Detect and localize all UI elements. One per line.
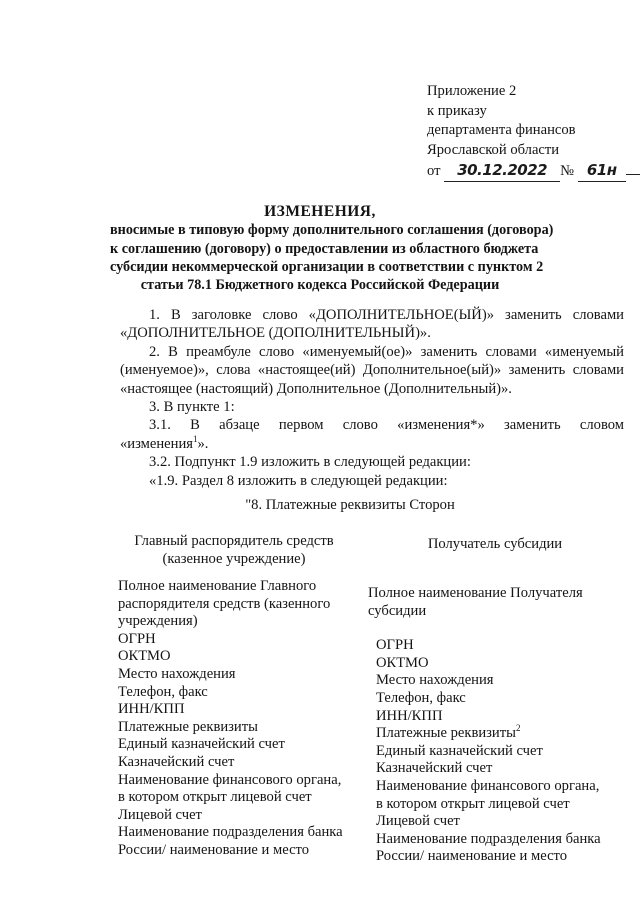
list-item: Лицевой счет xyxy=(376,813,460,830)
list-item: Телефон, факс xyxy=(376,689,466,706)
appendix-department: департамента финансов xyxy=(427,122,576,138)
handwritten-date: 30.12.2022 xyxy=(444,161,560,182)
list-item: Место нахождения xyxy=(376,672,494,689)
list-item: Единый казначейский счет xyxy=(118,736,285,753)
date-prefix: от xyxy=(427,163,441,179)
appendix-order-ref: к приказу xyxy=(427,102,487,119)
paragraph-3-2: 3.2. Подпункт 1.9 изложить в следующей редакции: xyxy=(149,454,471,471)
footnote-ref-1: 1 xyxy=(193,433,198,444)
list-item: Лицевой счет xyxy=(118,806,202,823)
list-item: ОКТМО xyxy=(376,654,429,671)
list-item: Наименование финансового органа, xyxy=(118,771,342,788)
list-item: ИНН/КПП xyxy=(118,701,185,718)
handwritten-number: 61н xyxy=(578,161,626,182)
appendix-region: Ярославской области xyxy=(427,141,560,158)
list-item: Единый казначейский счет xyxy=(376,742,543,759)
left-column-list xyxy=(118,578,363,860)
title-main: ИЗМЕНЕНИЯ, xyxy=(264,203,376,220)
title-line-3: субсидии некоммерческой организации в соответствии с пунктом 2 xyxy=(110,258,544,275)
list-item: Платежные реквизиты xyxy=(118,718,258,735)
list-item: Место нахождения xyxy=(118,665,236,682)
list-item: ОГРН xyxy=(376,637,414,654)
list-item: Наименование подразделения банка xyxy=(376,830,601,847)
list-item: Полное наименование Главного xyxy=(118,578,317,594)
list-item: ОКТМО xyxy=(118,648,171,665)
paragraph-3-1-word: «изменения xyxy=(120,435,193,452)
list-item: ИНН/КПП xyxy=(376,707,443,724)
right-column-list xyxy=(368,585,623,866)
list-item: учреждения) xyxy=(118,613,198,630)
list-item-payment xyxy=(368,725,623,743)
left-header-line-2: (казенное учреждение) xyxy=(162,551,306,567)
list-item: Казначейский счет xyxy=(376,760,493,777)
title-line-2: к соглашению (договору) о предоставлении из областного бюджета xyxy=(110,240,539,257)
left-header-line-1: Главный распорядитель средств xyxy=(134,533,334,549)
payment-label: Платежные реквизиты xyxy=(376,725,516,742)
right-column-header: Получатель субсидии xyxy=(427,536,563,552)
title-line-4: статьи 78.1 Бюджетного кодекса Российской Федерации xyxy=(140,277,500,294)
section-heading: "8. Платежные реквизиты Сторон xyxy=(245,497,455,513)
paragraph-2: 2. В преамбуле слово «именуемый(ое)» заменить словами «именуемый (именуемое)», слова «настоящее(ий) Дополнительное(ый)» заменить словами «настоящее (настоящий) Дополнительное (Дополнительный)». xyxy=(120,343,624,397)
paragraph-1-9: «1.9. Раздел 8 изложить в следующей редакции: xyxy=(149,472,448,489)
title-line-1: вносимые в типовую форму дополнительного соглашения (договора) xyxy=(110,222,554,239)
list-item: Казначейский счет xyxy=(118,753,235,770)
footnote-ref-2: 2 xyxy=(515,723,521,734)
list-item: в котором открыт лицевой счет xyxy=(118,789,312,806)
list-spacer xyxy=(368,620,623,637)
paragraph-3: 3. В пункте 1: xyxy=(149,399,235,416)
list-item: России/ наименование и место xyxy=(118,841,310,858)
paragraph-3-1-end: ». xyxy=(197,435,209,452)
appendix-block xyxy=(427,82,627,182)
document-title xyxy=(110,203,554,294)
appendix-title: Приложение 2 xyxy=(427,83,517,99)
document-body xyxy=(120,306,624,490)
list-item: распорядителя средств (казенного xyxy=(118,595,331,612)
appendix-date-line xyxy=(427,160,627,182)
number-sign: № xyxy=(560,163,575,179)
list-item: ОГРН xyxy=(118,630,156,647)
left-column-header xyxy=(118,532,350,568)
list-item: Телефон, факс xyxy=(118,683,208,700)
list-item: в котором открыт лицевой счет xyxy=(376,795,570,812)
list-item: России/ наименование и место xyxy=(376,848,568,865)
paragraph-3-1-line-2 xyxy=(120,435,624,453)
signature-underline xyxy=(626,160,640,175)
list-item: Наименование подразделения банка xyxy=(118,824,343,841)
paragraph-3-1-line-1: 3.1. В абзаце первом слово «изменения*» заменить словом xyxy=(149,417,624,434)
list-item: субсидии xyxy=(368,602,427,619)
paragraph-1: 1. В заголовке слово «ДОПОЛНИТЕЛЬНОЕ(ЫЙ)» заменить словами «ДОПОЛНИТЕЛЬНОЕ (ДОПОЛНИТЕЛЬНЫЙ)». xyxy=(120,307,624,342)
list-item: Полное наименование Получателя xyxy=(368,585,583,601)
list-item: Наименование финансового органа, xyxy=(376,777,600,794)
